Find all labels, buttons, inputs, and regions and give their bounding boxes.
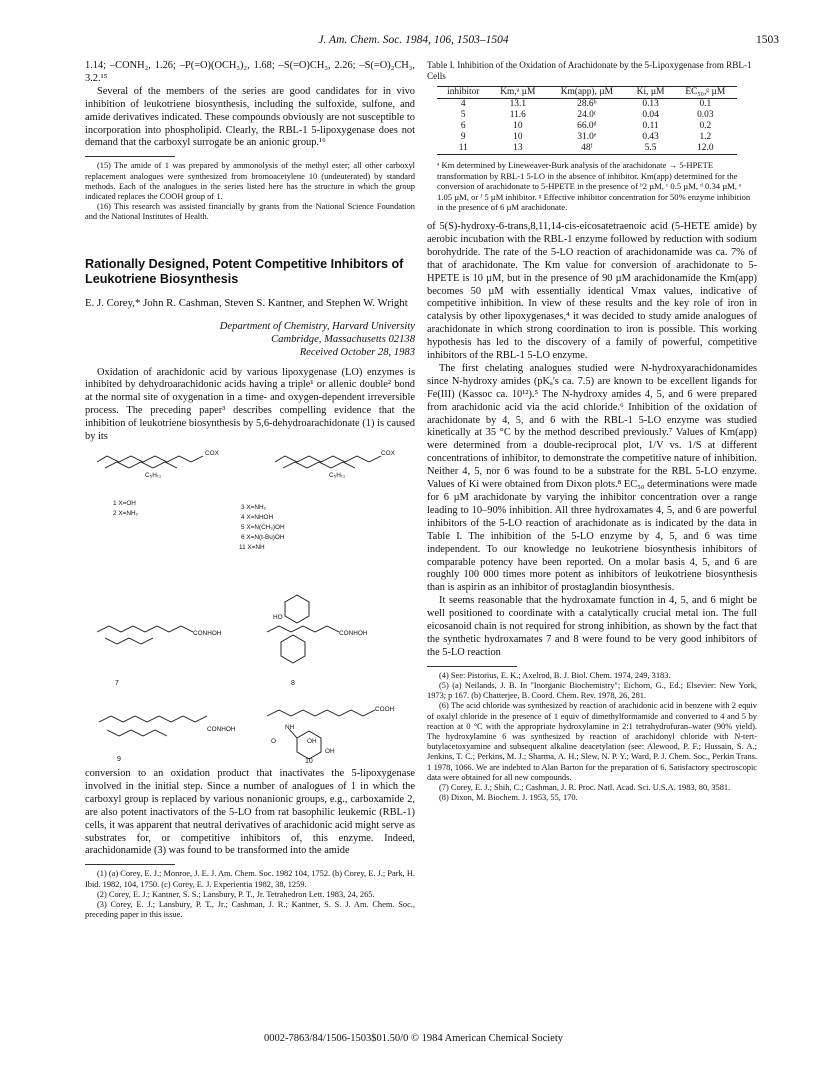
- structure-8-chain: [267, 626, 339, 632]
- structure-3-chain: [275, 456, 369, 462]
- phenol-ring: [285, 595, 309, 623]
- compound-11-label: 11 X=NH: [239, 544, 265, 551]
- compound-6-label: 6 X=N(t-Bu)OH: [241, 534, 285, 541]
- compound-2-label: 2 X=NH₂: [113, 510, 139, 517]
- cell: 12.0: [674, 143, 737, 155]
- compound-1-label: 1 X=OH: [113, 500, 136, 507]
- cell: 0.03: [697, 110, 714, 120]
- cell: 5.5: [628, 143, 674, 155]
- footnote-2: (2) Corey, E. J.; Kantner, S. S.; Lansbury, P. T., Jr. Tetrahedron Lett. 1983, 24, 265.: [97, 889, 375, 899]
- cell: 5: [460, 110, 466, 120]
- compound-8-number: 8: [291, 680, 295, 687]
- footnote-5: (5) (a) Neilands, J. B. In "Inorganic Biochemistry"; Eichorn, G., Ed.; Elsevier: New York, 1973; p 167. (b) Chatterjee, B. Coord. Chem. Rev. 1978, 26, 281.: [427, 680, 757, 701]
- cell: 13.1: [509, 99, 527, 109]
- cell: 9: [460, 132, 466, 142]
- intro-paragraph: Oxidation of arachidonic acid by various lipoxygenase (LO) enzymes is inhibited by dehydroarachidonic acids having a triple¹ or allenic double² bond at the normal site of oxygenation in a time- and oxygen-dependent irreversible process. The preceding paper³ describes compelling evidence that the inhibition of leukotriene biosynthesis by 5,6-dehydroarachidonate (1) is caused by its: [85, 366, 415, 443]
- structure-10-chain: [267, 710, 375, 716]
- label-conhoh-9: CONHOH: [207, 726, 236, 733]
- cell: 1.2: [699, 132, 712, 142]
- table-caption: Table I. Inhibition of the Oxidation of Arachidonate by the 5-Lipoxygenase from RBL-1 Cells: [427, 60, 752, 81]
- footnote-4: (4) See: Pistorius, E. K.; Axelrod, B. J. Biol. Chem. 1974, 249, 3183.: [439, 670, 671, 680]
- cell: 0.04: [642, 110, 659, 120]
- cell: 31.0ᵉ: [577, 132, 597, 142]
- cell: 24.0ᶜ: [577, 110, 597, 120]
- label-cox-3: COX: [381, 450, 395, 457]
- footnote-15: (15) The amide of 1 was prepared by ammonolysis of the methyl ester; all other carboxyl replacement analogues were synthesized from bromoacetylene 10 (undeuterated) by standard methods. Each of the analogues in the series listed here has the structure in which the group indicated replaces the COOH group of 1.: [85, 161, 415, 201]
- cell: 0.43: [642, 132, 659, 142]
- conclusion-paragraph: Several of the members of the series are good candidates for in vivo inhibition of leukotriene biosynthesis, including the sulfoxide, sulfone, and amide derivatives indicated. These compounds obviously are not susceptible to incorporation into phospholipid. Clearly, the RBL-1 5-lipoxygenase does not demand that the carboxyl surrogate be an anionic group.¹⁶: [85, 85, 415, 149]
- carryover-text: 1.14; –CONH₂, 1.26; –P(=O)(OCH₃)₂, 1.68; –S(=O)CH₃, 2.26; –S(=O)₂CH₃, 3.2.¹⁵: [85, 60, 415, 84]
- compound-7-number: 7: [115, 680, 119, 687]
- label-nh: NH: [285, 724, 295, 731]
- footnote-separator: [85, 156, 175, 157]
- footnote-7: (7) Corey, E. J.; Shih, C.; Cashman, J. R. Proc. Natl. Acad. Sci. U.S.A. 1983, 80, 3581.: [439, 783, 731, 793]
- cell: 0.13: [642, 99, 659, 109]
- footnote-separator-3: [427, 666, 517, 667]
- body-paragraph-right-3: It seems reasonable that the hydroxamate function in 4, 5, and 6 might be well positioned to coordinate with a catalytically crucial metal ion. The full eicosanoid chain is not required for strong inhibition, as shown by the fact that the synthetic hydroxamates 7 and 8 were found to be very good inhibitors of the 5-LO reaction: [427, 595, 757, 658]
- table-row: [437, 143, 737, 155]
- compound-3-label: 3 X=NH₂: [241, 504, 267, 511]
- label-oh-1: OH: [307, 738, 317, 745]
- footnotes-prev-article: [85, 161, 415, 222]
- label-conhoh-7: CONHOH: [193, 630, 222, 637]
- cell: 10: [513, 121, 523, 131]
- cell: 6: [460, 121, 466, 131]
- table-row: [437, 121, 737, 132]
- compound-10-number: 10: [305, 758, 313, 765]
- running-header: [0, 34, 827, 50]
- cell: 11.6: [509, 110, 526, 120]
- affiliation-department: Department of Chemistry, Harvard University: [219, 320, 415, 332]
- phenyl-ring: [281, 635, 305, 663]
- header-ki: Ki, µM: [628, 87, 674, 99]
- affiliation: [85, 320, 415, 359]
- cell: 0.2: [699, 121, 712, 131]
- body-paragraph-right-2: The first chelating analogues studied were N-hydroxyarachidonamides since N-hydroxy amides (pKₐ's ca. 7.5) are known to be excellent ligands for Fe(III) (Kassoc ca. 10¹²).⁵ The N-hydroxy amides 4, 5, and 6 were prepared from arachidonic acid via the acid chloride.⁶ Inhibition of the oxidation of arachidonate by 4, 5, and 6 with the RBL-1 5-LO enzyme was studied kinetically at 35 °C by the method described previously.⁷ Values of Km(app) were determined from a double-reciprocal plot, 1/V vs. 1/S at different concentrations of inhibitor, to demonstrate the competitive nature of inhibition. Neither 4, 5, nor 6 was found to be a substrate for the RBL 5-LO enzyme. Values of Ki were obtained from Dixon plots.⁸ EC₅₀ determinations were made for 6 µM arachidonate by varying the inhibitor concentration over a range leading to 10–90% inhibition. All three hydroxamates 4, 5, and 6 are powerful inhibitors of the 5-LO reaction of arachidonate as is indicated by the data in Table I. The inhibition of the 5-LO enzyme by 4, 5, and 6 was time independent. To our knowledge no leukotriene biosynthesis inhibitors of comparable potency have been reported. On a molar basis 4, 5, and 6 are roughly 100 000 times more potent as inhibitors of leukotriene biosynthesis than is aspirin as an inhibitor of prostaglandin biosynthesis.: [427, 362, 757, 594]
- journal-citation: J. Am. Chem. Soc. 1984, 106, 1503–1504: [318, 34, 509, 46]
- label-conhoh-8: CONHOH: [339, 630, 368, 637]
- structure-9-chain: [99, 716, 207, 722]
- table-row: [437, 132, 737, 143]
- label-cox-1: COX: [205, 450, 219, 457]
- left-column: [85, 60, 415, 920]
- structure-drawings: [85, 446, 415, 764]
- table-row: [437, 110, 737, 121]
- affiliation-city: Cambridge, Massachusetts 02138: [271, 333, 415, 345]
- header-km: Km,ᵃ µM: [490, 87, 547, 99]
- compound-4-label: 4 X=NHOH: [241, 514, 274, 521]
- page-number: 1503: [756, 34, 779, 46]
- header-inhibitor: inhibitor: [437, 87, 490, 99]
- received-date: Received October 28, 1983: [299, 346, 415, 358]
- footnote-6: (6) The acid chloride was synthesized by reaction of arachidonic acid in benzene with 2 equiv of oxalyl chloride in the presence of 1 equiv of dimethylformamide and converted to 4 and 5 by reaction at 0 °C with the appropriate hydroxylamine in 2:1 tetrahydrofuran–water (90% yield). The hydroxylamine 6 was synthesized by reaction of arachidonyl chloride with N-tert-butylacetoxyamine and subsequent alkaline deacetylation (see: Alewood, P. F.; Hussain, S. A.; Jenkins, T. C.; Perkins, M. J.; Sharma, A. H.; Slew, N. P. Y.; Ward, P. J. Chem. Soc., Perkin Trans. 1 1978, 1066. We are indebted to Alan Barton for the preparation of 6. Satisfactory spectroscopic data were obtained for all new compounds.: [427, 701, 757, 782]
- table-footnotes: ᵃ Km determined by Lineweaver-Burk analysis of the arachidonate → 5-HPETE transformation by RBL-1 5-LO in the absence of inhibitor. Km(app) determined for the conversion of arachidonate to 5-HPETE in the presence of ᵇ2 µM, ᶜ 0.5 µM, ᵈ 0.34 µM, ᵉ 1.05 µM, or ᶠ 5 µM inhibitor. ᵍ Effective inhibitor concentration for 50% enzyme inhibition in the presence of 6 µM arachidonate.: [437, 160, 751, 213]
- cell: 11: [437, 143, 490, 155]
- cell: 0.1: [699, 99, 712, 109]
- structure-1-chain: [97, 456, 191, 462]
- footnote-16: (16) This research was assisted financially by grants from the National Science Foundation and the National Institutes of Health.: [85, 202, 415, 222]
- compound-9-number: 9: [117, 756, 121, 763]
- compound-5-label: 5 X=N(CH₃)OH: [241, 524, 285, 531]
- cell: 48ᶠ: [546, 143, 627, 155]
- footnotes-left: [85, 869, 415, 920]
- header-ec50: EC₅₀,ᵍ µM: [674, 87, 737, 99]
- table-header-row: [437, 87, 737, 99]
- cell: 66.0ᵈ: [577, 121, 597, 131]
- footnote-8: (8) Dixon, M. Biochem. J. 1953, 55, 170.: [439, 793, 578, 803]
- cell: 13: [490, 143, 547, 155]
- right-column: [427, 60, 757, 803]
- footnote-1: (1) (a) Corey, E. J.; Monroe, J. E. J. Am. Chem. Soc. 1982 104, 1752. (b) Corey, E. J.; Park, H. Ibid. 1982, 104, 1750. (c) Corey, E. J. Experientia 1982, 38, 1259.: [85, 869, 415, 889]
- footnote-separator-2: [85, 864, 175, 865]
- label-ho: HO: [273, 614, 283, 621]
- label-oh-2: OH: [325, 748, 335, 755]
- table-row: [437, 99, 737, 111]
- body-paragraph-right-1: of 5(S)-hydroxy-6-trans,8,11,14-cis-eicosatetraenoic acid (5-HETE amide) by aerobic incubation with the RBL-1 enzyme followed by reduction with sodium borohydride. The rate of the 5-LO reaction of arachidonamide was ca. 7% of that of arachidonate. The Km value for conversion of arachidonate to 5-HPETE is 10 µM, but in the presence of 90 µM arachidonamide the Km(app) becomes 50 µM with essentially identical Vmax values, indicative of competitive inhibition. In view of these results and the key role of iron in catalysis by other lipoxygenases,⁴ it was decided to study amide analogues of arachidonate in which strong coordination to iron is possible. This working hypothesis has led to the discovery of a family of powerful, competitive inhibitors of the RBL-1 5-LO enzyme.: [427, 220, 757, 362]
- cell: 10: [513, 132, 523, 142]
- header-kmapp: Km(app), µM: [546, 87, 627, 99]
- article-title: Rationally Designed, Potent Competitive Inhibitors of Leukotriene Biosynthesis: [85, 256, 404, 286]
- inhibition-table: [437, 86, 737, 155]
- structure-7-chain: [97, 626, 193, 632]
- footnote-3: (3) Corey, E. J.; Lansbury, P. T., Jr.; Cashman, J. R.; Kantner, S. S. J. Am. Chem. Soc., preceding paper in this issue.: [85, 899, 415, 920]
- cell: 28.6ᵇ: [577, 99, 597, 109]
- chemical-structures-figure: [85, 446, 415, 764]
- footnotes-right: [427, 671, 757, 804]
- author-list: E. J. Corey,* John R. Cashman, Steven S. Kantner, and Stephen W. Wright: [85, 296, 408, 309]
- cell: 4: [460, 99, 466, 109]
- label-cooh: COOH: [375, 706, 395, 713]
- cell: 0.11: [642, 121, 659, 131]
- label-c5h11-3: C₅H₁₁: [329, 472, 346, 479]
- label-o: O: [271, 738, 276, 745]
- copyright-footer: 0002-7863/84/1506-1503$01.50/0 © 1984 American Chemical Society: [263, 1033, 564, 1044]
- body-paragraph-cont: conversion to an oxidation product that inactivates the 5-lipoxygenase involved in the initial step. Since a number of analogues of 1 in which the carboxyl group is replaced by various nonanionic groups, e.g., carboxamide 2, are also potent inactivators of the 5-LO from rat basophilic leukemic (RBL-1) cells, it was apparent that neutral derivatives of arachidonic acid might serve as substrates for, or competitive inhibitors of, this enzyme. Indeed, arachidonamide (3) was found to be transformed into the amide: [85, 768, 415, 857]
- label-c5h11-1: C₅H₁₁: [145, 472, 162, 479]
